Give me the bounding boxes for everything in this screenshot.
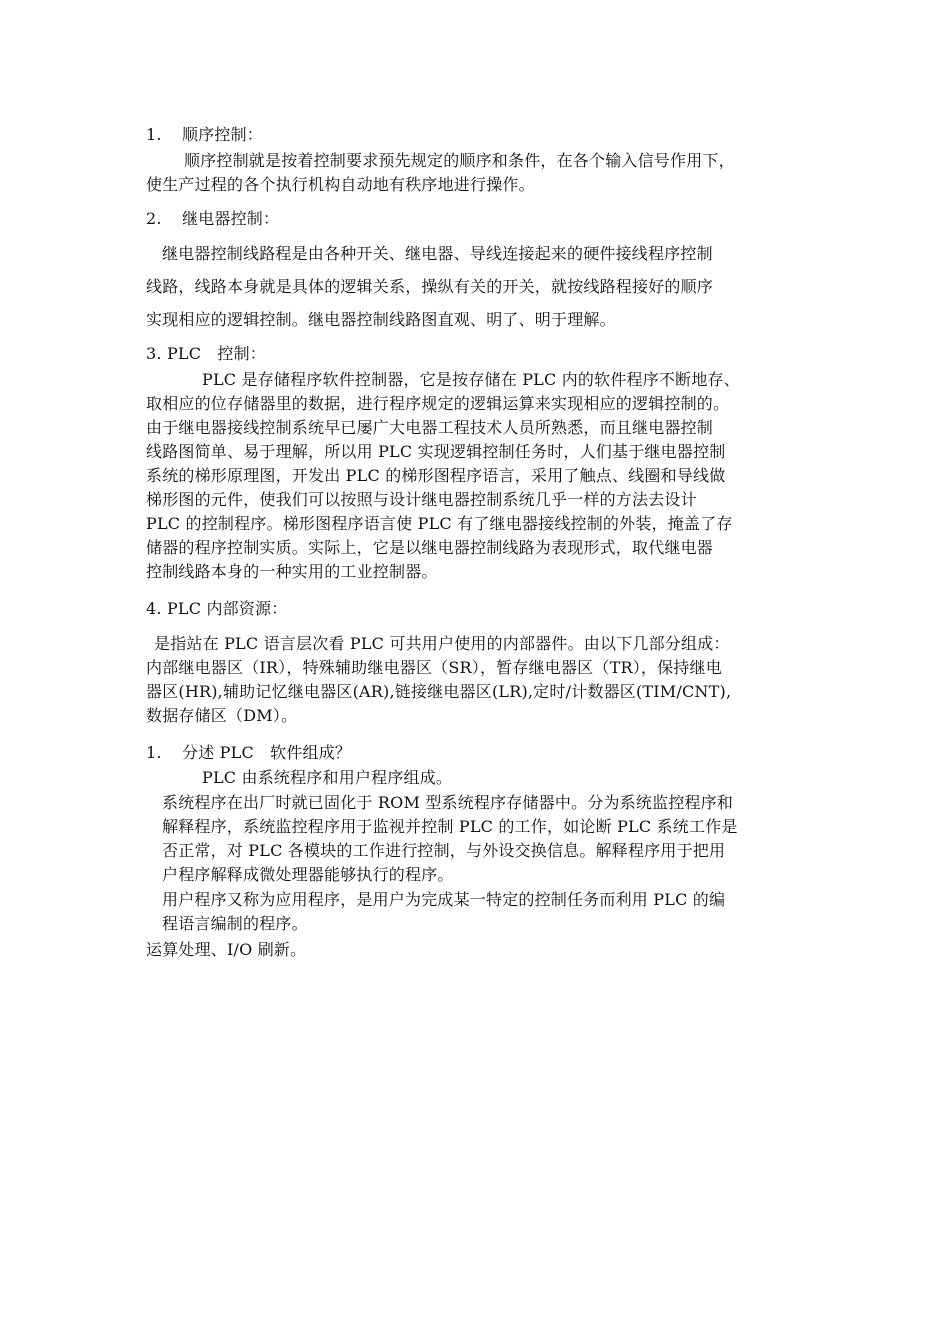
section-1-line: 顺序控制就是按着控制要求预先规定的顺序和条件，在各个输入信号作用下， <box>184 151 735 170</box>
section-1-number: 1. <box>146 125 162 144</box>
section-2-line: 继电器控制线路程是由各种开关、继电器、导线连接起来的硬件接线程序控制 <box>162 244 713 263</box>
section-5-line: 解释程序，系统监控程序用于监视并控制 PLC 的工作，如论断 PLC 系统工作是 <box>162 817 738 836</box>
section-2-line: 实现相应的逻辑控制。继电器控制线路图直观、明了、明于理解。 <box>146 310 616 329</box>
section-5-line: 运算处理、I/O 刷新。 <box>146 940 307 959</box>
section-3-line: 控制线路本身的一种实用的工业控制器。 <box>146 562 438 581</box>
section-2-heading <box>146 208 279 230</box>
section-3-heading: 3. PLC 控制： <box>146 344 266 363</box>
section-5-number: 1. <box>146 743 162 762</box>
section-1-title: 顺序控制： <box>182 125 264 144</box>
section-2-number: 2. <box>146 209 162 228</box>
section-3-line: 储器的程序控制实质。实际上，它是以继电器控制线路为表现形式，取代继电器 <box>146 538 714 557</box>
section-1-heading <box>146 124 263 146</box>
section-3-line: PLC 是存储程序软件控制器，它是按存储在 PLC 内的软件程序不断地存、 <box>202 370 740 389</box>
section-3-line: 系统的梯形原理图，开发出 PLC 的梯形图程序语言，采用了触点、线圈和导线做 <box>146 466 726 485</box>
section-5-line: PLC 由系统程序和用户程序组成。 <box>202 768 453 787</box>
section-2-line: 线路，线路本身就是具体的逻辑关系，操纵有关的开关，就按线路程接好的顺序 <box>146 277 714 296</box>
section-2-title: 继电器控制： <box>182 209 280 228</box>
section-3-line: 梯形图的元件，使我们可以按照与设计继电器控制系统几乎一样的方法去设计 <box>146 490 697 509</box>
section-5-line: 程语言编制的程序。 <box>162 914 308 933</box>
section-4-line: 数据存储区（DM）。 <box>146 706 298 725</box>
section-5-line: 系统程序在出厂时就已固化于 ROM 型系统程序存储器中。分为系统监控程序和 <box>162 793 734 812</box>
section-5-title: 分述 PLC 软件组成？ <box>182 743 352 762</box>
section-4-line: 器区(HR),辅助记忆继电器区(AR),链接继电器区(LR),定时/计数器区(TIM/CNT), <box>146 682 732 701</box>
section-3-line: 由于继电器接线控制系统早已屡广大电器工程技术人员所熟悉，而且继电器控制 <box>146 418 714 437</box>
section-4-line: 是指站在 PLC 语言层次看 PLC 可共用户使用的内部器件。由以下几部分组成： <box>154 634 730 653</box>
section-1-line: 使生产过程的各个执行机构自动地有秩序地进行操作。 <box>146 175 535 194</box>
section-5-line: 否正常，对 PLC 各模块的工作进行控制，与外设交换信息。解释程序用于把用 <box>162 841 726 860</box>
section-5-line: 户程序解释成微处理器能够执行的程序。 <box>162 865 454 884</box>
section-5-line: 用户程序又称为应用程序，是用户为完成某一特定的控制任务而利用 PLC 的编 <box>162 890 726 909</box>
section-4-heading: 4. PLC 内部资源： <box>146 599 288 618</box>
section-3-line: PLC 的控制程序。梯形图程序语言使 PLC 有了继电器接线控制的外装，掩盖了存 <box>146 514 733 533</box>
section-5-heading <box>146 742 351 764</box>
section-4-line: 内部继电器区（IR），特殊辅助继电器区（SR），暂存继电器区（TR），保持继电 <box>146 658 722 677</box>
section-3-line: 线路图简单、易于理解，所以用 PLC 实现逻辑控制任务时，人们基于继电器控制 <box>146 442 726 461</box>
section-3-line: 取相应的位存储器里的数据，进行程序规定的逻辑运算来实现相应的逻辑控制的。 <box>146 394 730 413</box>
